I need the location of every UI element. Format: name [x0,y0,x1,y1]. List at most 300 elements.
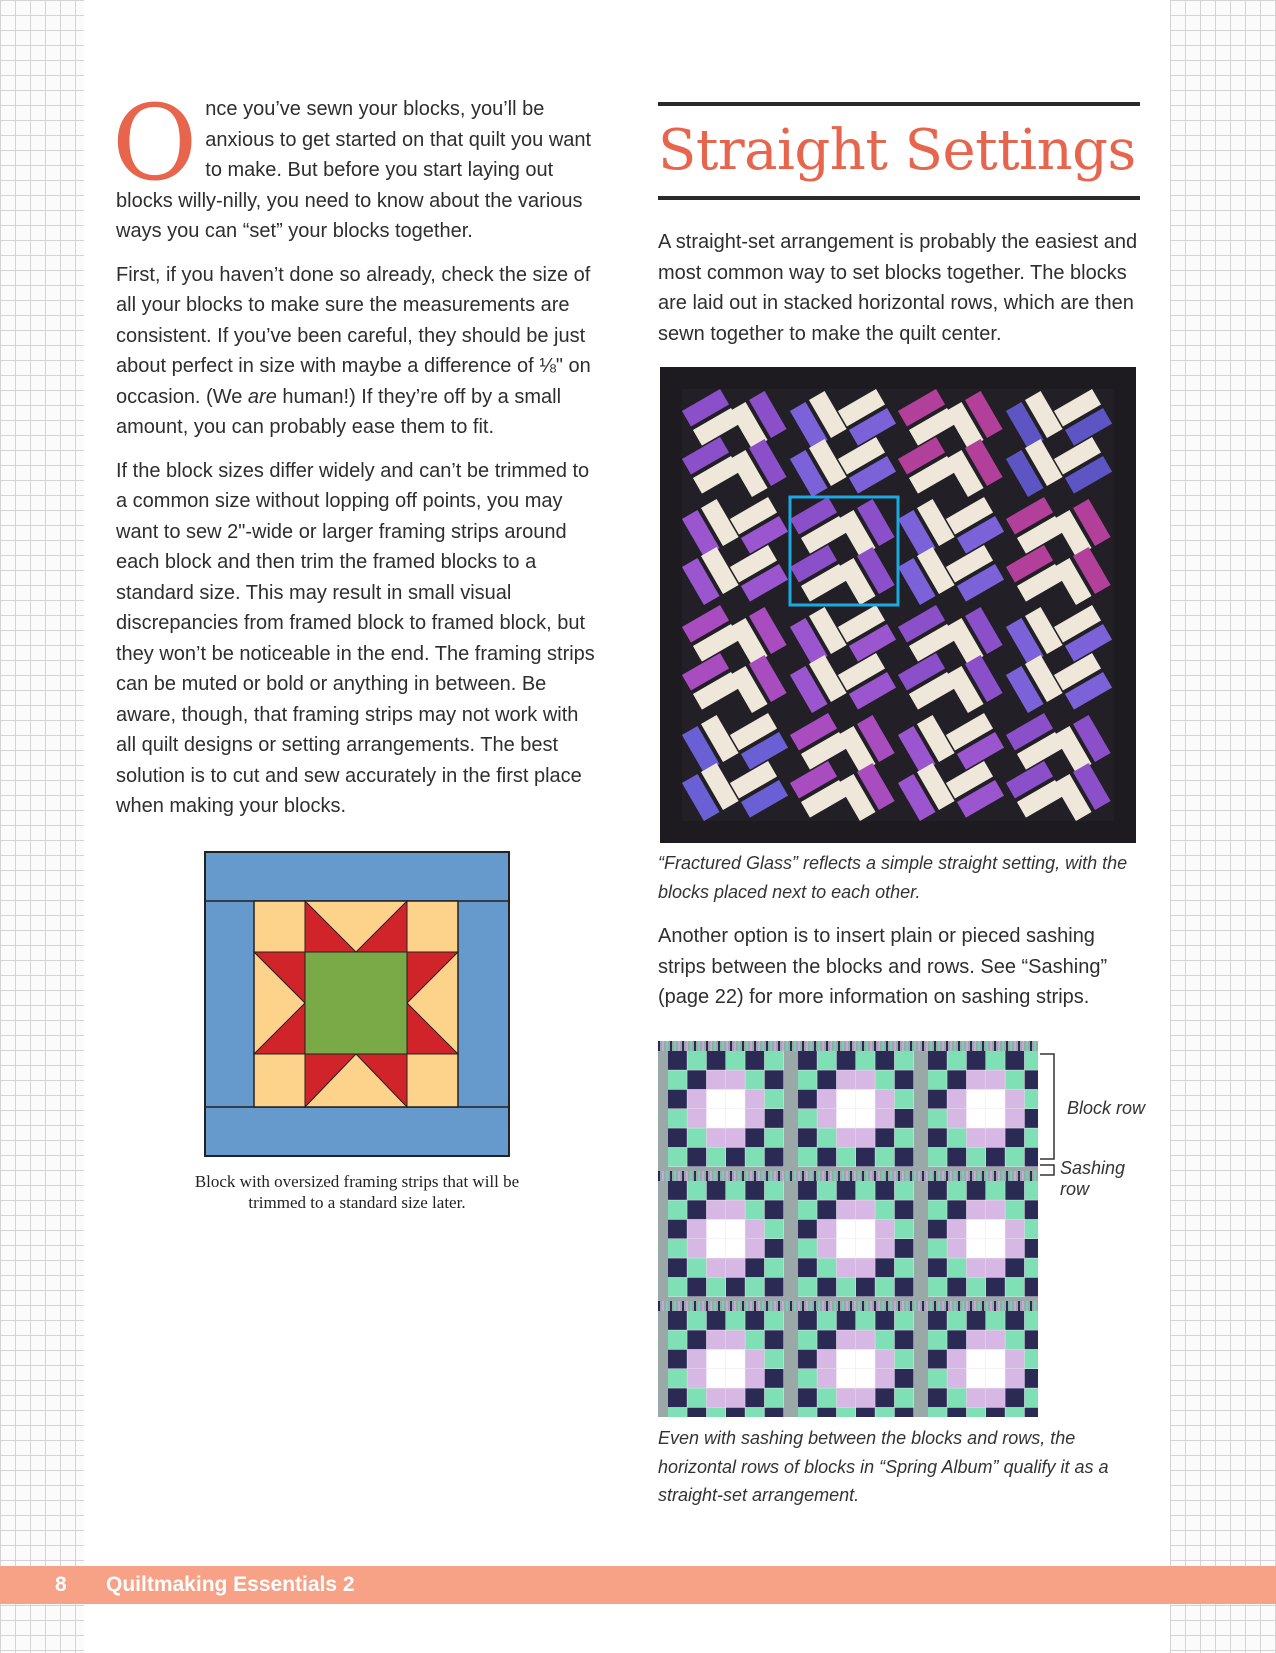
sashing-stripe [914,1171,916,1181]
sashing-stripe [1006,1301,1008,1311]
sashing-stripe [834,1301,836,1311]
sashing-stripe [662,1041,664,1051]
sashing-stripe [826,1171,828,1181]
sashing-stripe [954,1041,956,1051]
sashing-stripe [994,1041,996,1051]
sashing-stripe [750,1171,752,1181]
sashing-stripe [838,1041,840,1051]
sashing-stripe [978,1301,980,1311]
sashing-stripe [714,1301,716,1311]
sashing-stripe [866,1041,868,1051]
sashing-stripe [962,1301,964,1311]
sashing-stripe [894,1171,896,1181]
sashing-stripe [994,1301,996,1311]
sashing-stripe [898,1301,900,1311]
sashing-stripe [1022,1041,1024,1051]
sashing-stripe [998,1171,1000,1181]
sashing-stripe [1026,1301,1028,1311]
sashing-stripe [706,1301,708,1311]
sashing-stripe [974,1301,976,1311]
sashing-stripe [822,1041,824,1051]
quilt-block [898,389,1006,497]
sashing-stripe [674,1301,676,1311]
block-row-bracket [1038,1053,1058,1187]
sashing-stripe [766,1301,768,1311]
sashing-stripe [946,1301,948,1311]
sashing-stripe [722,1041,724,1051]
sashing-stripe [802,1301,804,1311]
check-size-text-a: First, if you haven’t done so already, check the size of all your blocks to make sure the measurements are consistent. If you’ve been careful, they should be just about perfect in size with maybe a difference of ⅛" on occasion. (We [116,263,591,408]
sashing-stripe [830,1041,832,1051]
sashing-stripe [858,1171,860,1181]
album-block [668,1051,784,1167]
sashing-stripe [862,1171,864,1181]
sashing-stripe [678,1041,680,1051]
sashing-stripe [742,1041,744,1051]
sashing-stripe [906,1301,908,1311]
quilt-block [790,497,898,605]
sashing-stripe [990,1041,992,1051]
sashing-stripe [902,1171,904,1181]
sashing-stripe [774,1171,776,1181]
sashing-stripe [990,1171,992,1181]
sashing-stripe [766,1171,768,1181]
sashing-stripe [830,1301,832,1311]
heading-rule-bottom [658,196,1140,200]
framing-strips-paragraph: If the block sizes differ widely and can’t be trimmed to a common size without lopping off points, you may want to sew 2"-wide or larger framing strips around each block and then trim the framed blocks to a standard size. This may result in small visual discrepancies from framed block to framed block, but they won’t be noticeable in the end. The framing strips can be muted or bold or anything in between. Be aware, though, that framing strips may not work with all quilt designs or setting arrangements. The best solution is to cut and sew accurately in the first place when making your blocks. [116,459,595,817]
sashing-stripe [878,1171,880,1181]
sashing-stripe [742,1171,744,1181]
sashing-stripe [922,1171,924,1181]
sashing-stripe [894,1041,896,1051]
sashing-stripe [874,1041,876,1051]
check-size-paragraph [116,260,596,443]
sashing-stripe [918,1041,920,1051]
sashing-stripe [1002,1301,1004,1311]
album-block [928,1311,1038,1417]
sashing-stripe [1018,1301,1020,1311]
sashing-stripe [670,1301,672,1311]
sashing-stripe [806,1041,808,1051]
sashing-stripe [926,1171,928,1181]
sashing-stripe [690,1171,692,1181]
sashing-stripe [946,1041,948,1051]
sashing-stripe [854,1041,856,1051]
framed-star-block-diagram [204,851,510,1157]
sashing-stripe [802,1171,804,1181]
sashing-stripe [798,1171,800,1181]
sashing-stripe [966,1041,968,1051]
sashing-stripe [750,1041,752,1051]
quilt-block [898,713,1006,821]
sashing-stripe [842,1041,844,1051]
sashing-stripe [830,1171,832,1181]
sashing-stripe [958,1301,960,1311]
book-title: Quiltmaking Essentials 2 [106,1573,355,1596]
page-number: 8 [55,1573,67,1596]
sashing-stripe [886,1301,888,1311]
sashing-stripe [846,1171,848,1181]
sashing-stripe [798,1301,800,1311]
sashing-stripe [770,1301,772,1311]
sashing-stripe [882,1301,884,1311]
sashing-stripe [786,1041,788,1051]
sashing-stripe [910,1041,912,1051]
sashing-stripe [982,1041,984,1051]
sashing-stripe [986,1171,988,1181]
sashing-stripe [670,1041,672,1051]
quilt-block [898,605,1006,713]
sashing-stripe [814,1041,816,1051]
sashing-stripe [1026,1171,1028,1181]
sashing-stripe [734,1041,736,1051]
sashing-stripe [786,1171,788,1181]
quilt-block [682,713,790,821]
sashing-stripe [1034,1301,1036,1311]
graph-paper-margin-right [1170,0,1276,1653]
sashing-stripe [906,1171,908,1181]
album-block [798,1311,914,1417]
sashing-stripe [1010,1301,1012,1311]
sashing-stripe [1030,1171,1032,1181]
sashing-stripe [998,1301,1000,1311]
sashing-stripe [1030,1301,1032,1311]
sashing-stripe [898,1171,900,1181]
sashing-stripe [942,1041,944,1051]
sashing-stripe [678,1171,680,1181]
sashing-stripe [686,1041,688,1051]
sashing-stripe [674,1041,676,1051]
sashing-stripe [718,1041,720,1051]
sashing-stripe [842,1171,844,1181]
quilt-block [790,389,898,497]
sashing-stripe [934,1041,936,1051]
sashing-stripe [1014,1171,1016,1181]
sashing-stripe [770,1171,772,1181]
sashing-stripe [834,1171,836,1181]
sashing-stripe [762,1041,764,1051]
sashing-stripe [1014,1041,1016,1051]
sashing-stripe [714,1171,716,1181]
sashing-stripe [750,1301,752,1311]
album-block [928,1051,1038,1167]
sashing-stripe [886,1171,888,1181]
sashing-stripe [870,1301,872,1311]
sashing-stripe [674,1171,676,1181]
sashing-stripe [958,1171,960,1181]
quilt-block [790,605,898,713]
sashing-stripe [982,1171,984,1181]
sashing-stripe [898,1041,900,1051]
sashing-stripe [850,1041,852,1051]
quilt-block [1006,497,1114,605]
sashing-stripe [986,1041,988,1051]
sashing-stripe [666,1041,668,1051]
sashing-stripe [982,1301,984,1311]
sashing-stripe [1010,1041,1012,1051]
sashing-stripe [794,1171,796,1181]
sashing-stripe [794,1301,796,1311]
sashing-stripe [694,1041,696,1051]
sashing-stripe [882,1171,884,1181]
sashing-stripe [890,1301,892,1311]
sashing-stripe [1026,1041,1028,1051]
sashing-stripe [662,1301,664,1311]
sashing-stripe [710,1301,712,1311]
sashing-stripe [1034,1041,1036,1051]
sashing-stripe [778,1171,780,1181]
sashing-stripe [962,1041,964,1051]
album-block [668,1181,784,1297]
check-size-text-b: human!) If they’re off by a small amount, you can probably ease them to fit. [116,385,562,438]
sashing-stripe [706,1041,708,1051]
intro-text: nce you’ve sewn your blocks, you’ll be anxious to get started on that quilt you want to make. But before you start laying out blocks willy-nilly, you need to know about the various ways you can “set” your blocks together. [116,98,592,242]
sashing-stripe [726,1041,728,1051]
sashing-stripe [926,1301,928,1311]
sashing-stripe [766,1041,768,1051]
straight-set-intro: A straight-set arrangement is probably the easiest and most common way to set blocks together. The blocks are laid out in stacked horizontal rows, which are then sewn together to make the quilt center. [658,231,1138,345]
sashing-stripe [938,1301,940,1311]
sashing-stripe [694,1301,696,1311]
sashing-stripe [998,1041,1000,1051]
sashing-stripe [950,1171,952,1181]
sashing-stripe [730,1301,732,1311]
quilt-block [682,497,790,605]
sashing-stripe [966,1301,968,1311]
sashing-stripe [702,1301,704,1311]
sashing-stripe [866,1171,868,1181]
sashing-stripe [754,1301,756,1311]
sashing-stripe [682,1041,684,1051]
sashing-stripe [846,1301,848,1311]
sashing-stripe [822,1171,824,1181]
sashing-stripe [730,1041,732,1051]
quilt-block [1006,605,1114,713]
sashing-stripe [970,1301,972,1311]
sashing-stripe [878,1301,880,1311]
sashing-stripe [814,1171,816,1181]
sashing-stripe [814,1301,816,1311]
quilt-block [1006,713,1114,821]
fractured-glass-quilt-photo [660,367,1136,843]
sashing-stripe [698,1041,700,1051]
sashing-stripe [1006,1171,1008,1181]
page-footer [0,1566,1276,1604]
sashing-stripe [954,1301,956,1311]
sashing-stripe [718,1171,720,1181]
sashing-stripe [782,1171,784,1181]
block-diagram-caption: Block with oversized framing strips that will be trimmed to a standard size later. [194,1172,520,1212]
sashing-stripe [778,1041,780,1051]
sashing-stripe [818,1171,820,1181]
sashing-stripe [906,1041,908,1051]
sashing-stripe [658,1301,660,1311]
left-column [112,82,596,835]
sashing-stripe [774,1301,776,1311]
album-block [668,1311,784,1417]
sashing-stripe [1022,1301,1024,1311]
sashing-stripe [738,1041,740,1051]
sashing-stripe [882,1041,884,1051]
sashing-stripe [758,1301,760,1311]
sashing-stripe [726,1171,728,1181]
sashing-stripe [690,1041,692,1051]
sashing-stripe [1018,1171,1020,1181]
quilt-block [790,713,898,821]
quilt-block [1006,389,1114,497]
sashing-stripe [886,1041,888,1051]
sashing-stripe [930,1171,932,1181]
sashing-stripe [966,1171,968,1181]
sashing-stripe [762,1171,764,1181]
sashing-stripe [890,1171,892,1181]
sashing-stripe [694,1171,696,1181]
quilt-block [682,389,790,497]
sashing-stripe [990,1301,992,1311]
sashing-stripe [774,1041,776,1051]
sashing-stripe [838,1171,840,1181]
sashing-stripe [930,1041,932,1051]
sashing-stripe [662,1171,664,1181]
sashing-stripe [902,1301,904,1311]
sashing-stripe [722,1301,724,1311]
sashing-stripe [746,1041,748,1051]
sashing-stripe [938,1041,940,1051]
sashing-stripe [738,1171,740,1181]
sashing-stripe [950,1041,952,1051]
sashing-stripe [930,1301,932,1311]
sashing-stripe [834,1041,836,1051]
sashing-paragraph: Another option is to insert plain or pieced sashing strips between the blocks and rows. See “Sashing” (page 22) for more information on sashing strips. [658,925,1108,1008]
sashing-stripe [782,1301,784,1311]
sashing-stripe [758,1041,760,1051]
sashing-stripe [942,1171,944,1181]
sashing-stripe [842,1301,844,1311]
heading-rule-top [658,102,1140,106]
quilt-block [898,497,1006,605]
sashing-stripe [790,1171,792,1181]
sashing-stripe [918,1301,920,1311]
sashing-stripe [858,1301,860,1311]
fractured-glass-caption: “Fractured Glass” reflects a simple straight setting, with the blocks placed next to each other. [658,853,1128,902]
sashing-stripe [798,1041,800,1051]
spring-album-caption: Even with sashing between the blocks and rows, the horizontal rows of blocks in “Spring Album” qualify it as a straight-set arrangement. [658,1428,1109,1505]
sashing-stripe [758,1171,760,1181]
sashing-stripe [746,1301,748,1311]
sashing-stripe [710,1171,712,1181]
sashing-stripe [810,1301,812,1311]
sashing-stripe [734,1171,736,1181]
sashing-stripe [686,1171,688,1181]
sashing-stripe [986,1301,988,1311]
graph-paper-margin-left [0,0,84,1653]
album-block [798,1181,914,1297]
sashing-stripe [1034,1171,1036,1181]
sashing-stripe [954,1171,956,1181]
sashing-stripe [1022,1171,1024,1181]
sashing-stripe [670,1171,672,1181]
sashing-stripe [826,1041,828,1051]
album-block [798,1051,914,1167]
sashing-stripe [718,1301,720,1311]
sashing-stripe [666,1171,668,1181]
sashing-stripe [826,1301,828,1311]
sashing-stripe [958,1041,960,1051]
sashing-stripe [682,1171,684,1181]
sashing-stripe [974,1041,976,1051]
sashing-stripe [838,1301,840,1311]
sashing-stripe [890,1041,892,1051]
sashing-stripe [810,1171,812,1181]
sashing-stripe [790,1301,792,1311]
sashing-stripe [806,1301,808,1311]
quilt-block [682,605,790,713]
sashing-stripe [874,1171,876,1181]
sashing-stripe [918,1171,920,1181]
sashing-stripe [862,1041,864,1051]
sashing-stripe [1006,1041,1008,1051]
sashing-stripe [866,1301,868,1311]
sashing-stripe [938,1171,940,1181]
sashing-stripe [722,1171,724,1181]
sashing-stripe [850,1301,852,1311]
sashing-stripe [678,1301,680,1311]
sashing-stripe [870,1171,872,1181]
sashing-stripe [846,1041,848,1051]
sashing-stripe [770,1041,772,1051]
sashing-stripe [914,1301,916,1311]
sashing-stripe [806,1171,808,1181]
sashing-stripe [726,1301,728,1311]
sashing-stripe [702,1041,704,1051]
sashing-stripe [862,1301,864,1311]
sashing-stripe [778,1301,780,1311]
sashing-stripe [1010,1171,1012,1181]
sashing-stripe [934,1301,936,1311]
section-heading: Straight Settings [658,118,1136,183]
sashing-stripe [950,1301,952,1311]
sashing-stripe [922,1301,924,1311]
sashing-stripe [810,1041,812,1051]
sashing-stripe [994,1171,996,1181]
sashing-stripe [818,1301,820,1311]
sashing-stripe [658,1171,660,1181]
sashing-stripe [698,1171,700,1181]
sashing-stripe [738,1301,740,1311]
sashing-stripe [914,1041,916,1051]
sashing-stripe [970,1041,972,1051]
drop-cap: O [112,82,198,204]
album-block [928,1181,1038,1297]
sashing-stripe [682,1301,684,1311]
sashing-stripe [926,1041,928,1051]
sashing-stripe [794,1041,796,1051]
sashing-stripe [714,1041,716,1051]
sashing-stripe [1002,1171,1004,1181]
sashing-stripe [710,1041,712,1051]
sashing-stripe [782,1041,784,1051]
sashing-stripe [942,1301,944,1311]
sashing-stripe [734,1301,736,1311]
sashing-stripe [870,1041,872,1051]
sashing-stripe [946,1171,948,1181]
sashing-stripe [762,1301,764,1311]
sashing-row-label: Sashing row [1060,1158,1126,1199]
sashing-stripe [978,1041,980,1051]
sashing-stripe [934,1171,936,1181]
sashing-stripe [786,1301,788,1311]
sashing-stripe [894,1301,896,1311]
